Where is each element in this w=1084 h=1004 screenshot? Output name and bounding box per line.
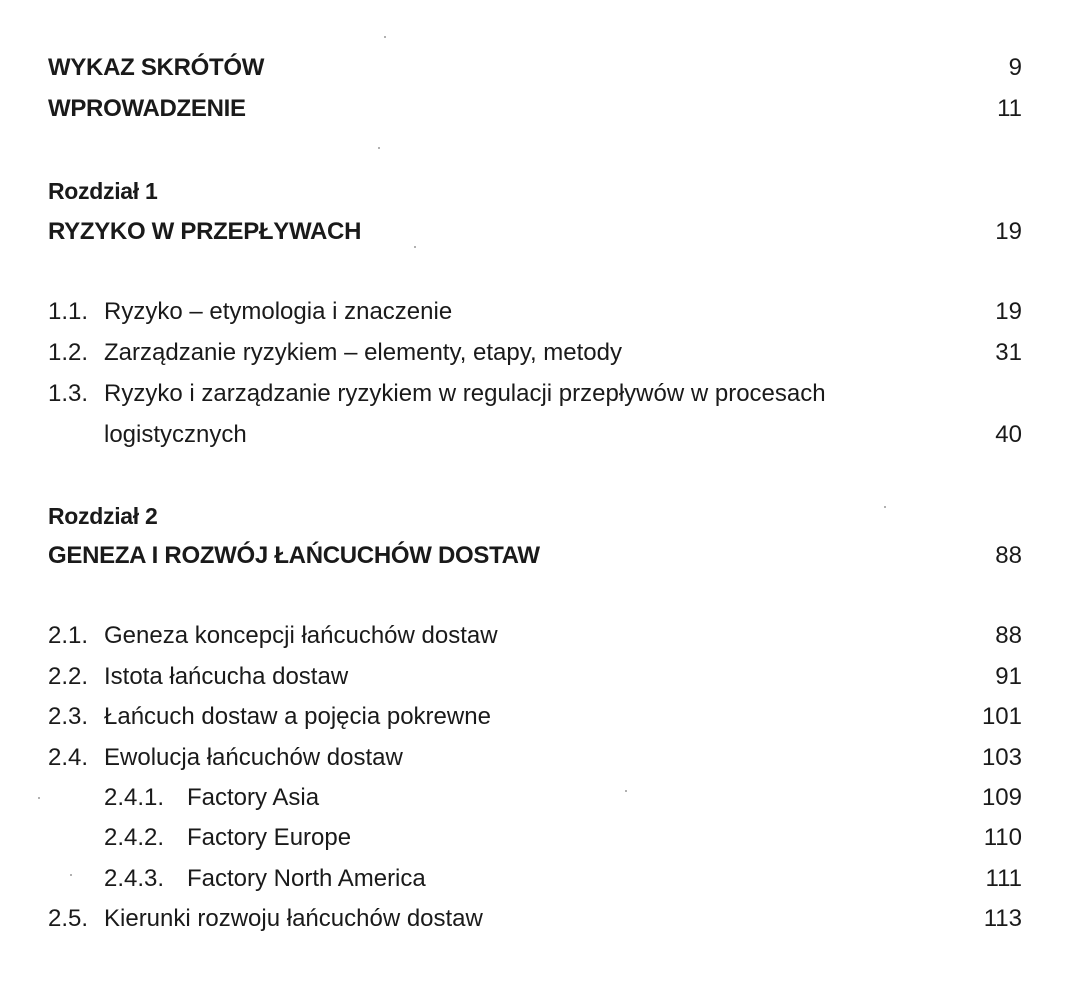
- toc-entry-introduction[interactable]: [0, 89, 1084, 129]
- section-number: 2.1.: [48, 622, 89, 649]
- section-title: Kierunki rozwoju łańcuchów dostaw: [104, 905, 483, 932]
- toc-page-number: 91: [995, 663, 1022, 690]
- section-number: 2.2.: [48, 663, 89, 690]
- toc-page-number: 88: [995, 542, 1022, 569]
- section-number: 1.1.: [48, 298, 89, 325]
- toc-entry-2-4[interactable]: [0, 738, 1084, 778]
- toc-page-number: 111: [985, 865, 1022, 892]
- section-title: Geneza koncepcji łańcuchów dostaw: [104, 622, 498, 649]
- toc-entry-2-5[interactable]: [0, 899, 1084, 939]
- toc-entry-2-4-3[interactable]: [0, 859, 1084, 899]
- scan-speck: [884, 506, 886, 508]
- section-title: Łańcuch dostaw a pojęcia pokrewne: [104, 703, 491, 730]
- chapter-2-label: [0, 496, 1084, 536]
- section-title: Ryzyko – etymologia i znaczenie: [104, 298, 453, 325]
- scan-speck: [378, 147, 380, 149]
- toc-page-number: 88: [995, 622, 1022, 649]
- toc-page-number: 9: [1008, 54, 1022, 81]
- section-title: Istota łańcucha dostaw: [104, 663, 349, 690]
- chapter-title: GENEZA I ROZWÓJ ŁAŃCUCHÓW DOSTAW: [48, 542, 540, 569]
- section-number: 2.5.: [48, 905, 89, 932]
- scan-speck: [38, 797, 40, 799]
- toc-entry-2-1[interactable]: [0, 616, 1084, 656]
- section-title: Ryzyko i zarządzanie ryzykiem w regulacji przepływów w procesach: [104, 380, 826, 407]
- toc-page-number: 19: [995, 218, 1022, 245]
- chapter-label: Rozdział 2: [48, 503, 158, 529]
- toc-page-number: 110: [983, 824, 1022, 851]
- scan-speck: [625, 790, 627, 792]
- toc-page-number: 103: [981, 744, 1022, 771]
- toc-entry-title: WPROWADZENIE: [48, 95, 246, 122]
- toc-page-number: 31: [995, 339, 1022, 366]
- subsection-title: Factory North America: [187, 865, 426, 892]
- section-number: 1.3.: [48, 380, 89, 407]
- toc-page-number: 40: [995, 421, 1022, 448]
- subsection-number: 2.4.1.: [104, 784, 165, 811]
- subsection-title: Factory Europe: [187, 824, 352, 851]
- chapter-label: Rozdział 1: [48, 178, 158, 204]
- scan-speck: [414, 246, 416, 248]
- section-number: 2.4.: [48, 744, 89, 771]
- toc-entry-2-3[interactable]: [0, 697, 1084, 737]
- toc-entry-abbreviations[interactable]: [0, 48, 1084, 88]
- section-number: 2.3.: [48, 703, 89, 730]
- chapter-title: RYZYKO W PRZEPŁYWACH: [48, 218, 362, 245]
- scan-speck: [384, 36, 386, 38]
- toc-entry-2-4-1[interactable]: [0, 778, 1084, 818]
- chapter-1-label: [0, 171, 1084, 211]
- toc-entry-2-4-2[interactable]: [0, 818, 1084, 858]
- section-title: Ewolucja łańcuchów dostaw: [104, 744, 403, 771]
- toc-entry-2-2[interactable]: [0, 657, 1084, 697]
- toc-page-number: 109: [981, 784, 1022, 811]
- toc-entry-chapter-2[interactable]: [0, 536, 1084, 576]
- scan-speck: [70, 874, 72, 876]
- toc-entry-1-2[interactable]: [0, 333, 1084, 373]
- section-title: Zarządzanie ryzykiem – elementy, etapy, metody: [104, 339, 622, 366]
- subsection-number: 2.4.3.: [104, 865, 165, 892]
- toc-page-number: 113: [983, 905, 1022, 932]
- toc-page-number: 11: [997, 95, 1022, 122]
- toc-page-number: 101: [981, 703, 1022, 730]
- subsection-title: Factory Asia: [187, 784, 320, 811]
- toc-entry-1-1[interactable]: [0, 292, 1084, 332]
- section-title-continuation: logistycznych: [104, 421, 247, 448]
- section-number: 1.2.: [48, 339, 89, 366]
- toc-entry-title: WYKAZ SKRÓTÓW: [48, 54, 265, 81]
- toc-page-number: 19: [995, 298, 1022, 325]
- toc-entry-1-3[interactable]: [0, 374, 1084, 456]
- toc-entry-chapter-1[interactable]: [0, 212, 1084, 252]
- subsection-number: 2.4.2.: [104, 824, 165, 851]
